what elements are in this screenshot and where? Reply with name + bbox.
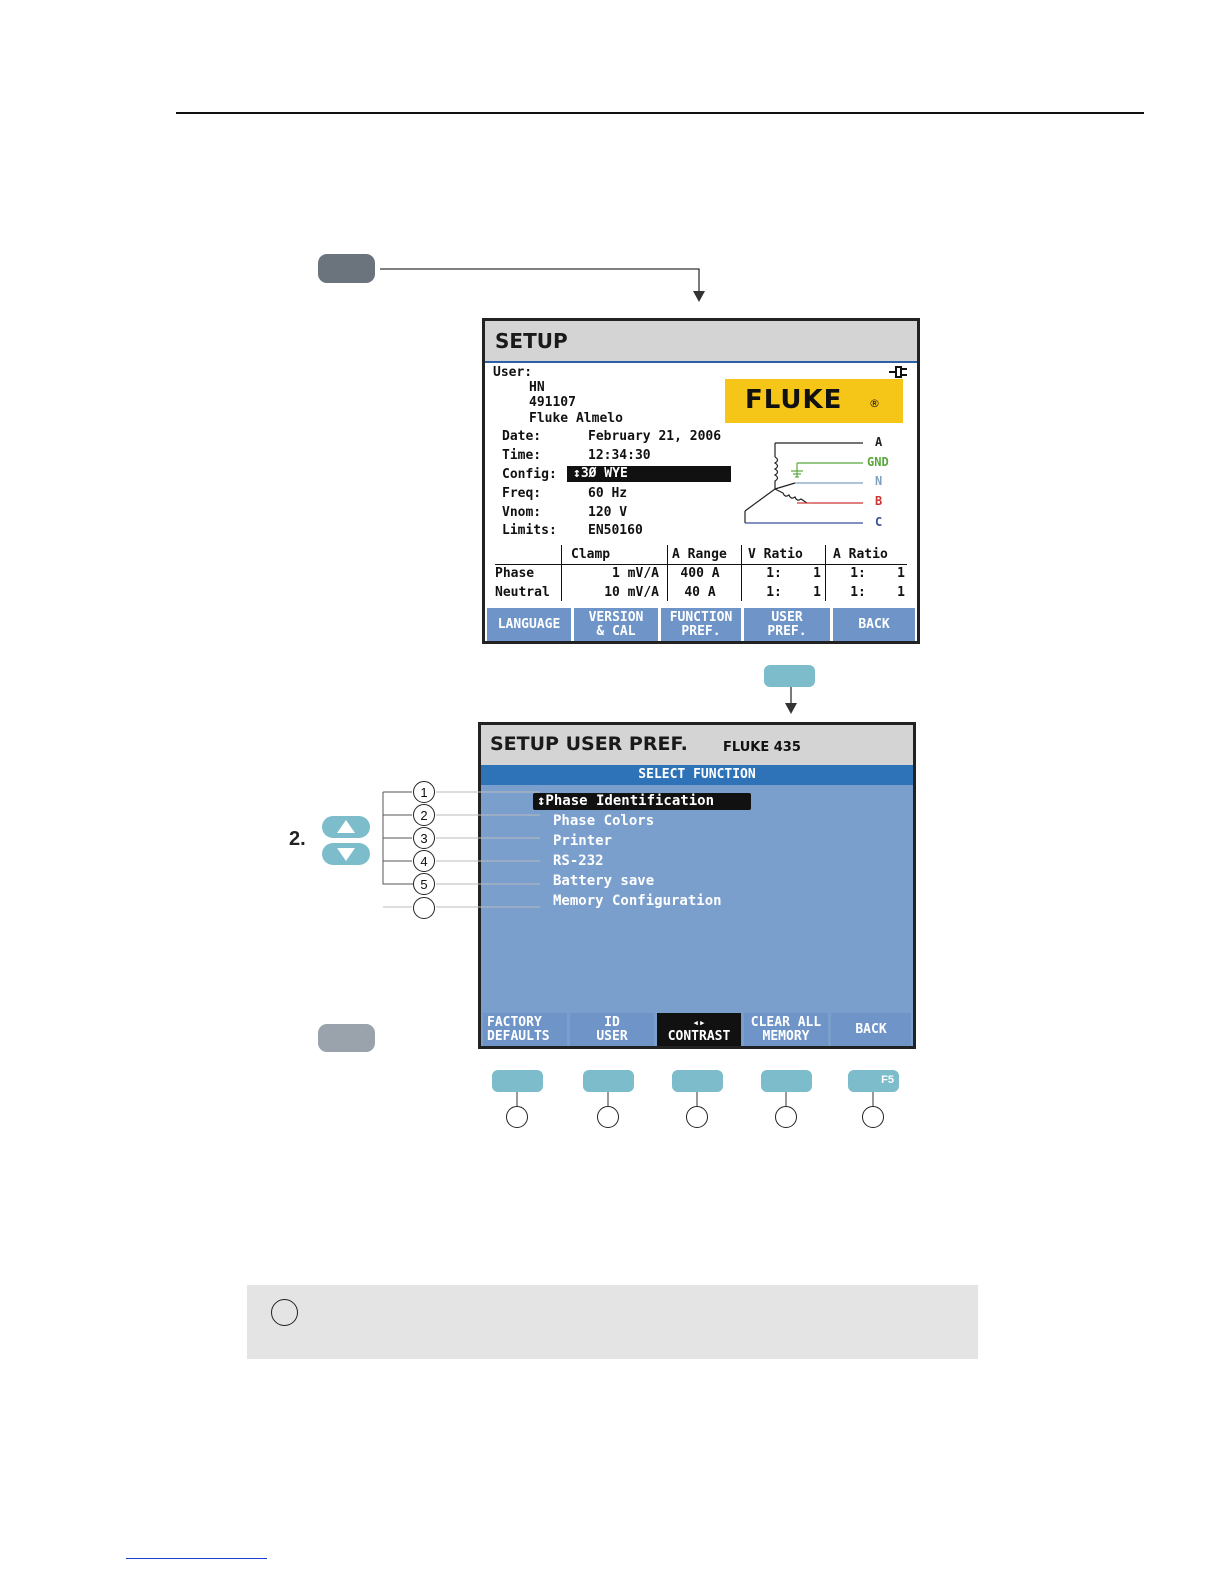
clamp-table xyxy=(495,545,907,601)
wiring-label-b: B xyxy=(875,494,883,508)
table-header-rule xyxy=(495,564,907,565)
softkey-label: MEMORY xyxy=(762,1028,810,1044)
user-label: User: xyxy=(493,365,533,380)
field-label-vnom: Vnom: xyxy=(502,505,542,520)
wye-wiring-diagram xyxy=(737,433,917,527)
registered-mark: ® xyxy=(869,397,880,410)
contrast-arrows-icon: ◂▸ xyxy=(692,1015,706,1029)
softkey-label: LANGUAGE xyxy=(497,616,561,632)
table-cell: 40 A xyxy=(684,585,716,600)
table-cell: Phase xyxy=(495,566,535,581)
softkey-label: BACK xyxy=(855,1021,887,1037)
softkey-label: PREF. xyxy=(767,623,807,639)
callout-5: 5 xyxy=(413,873,435,895)
pref-model: FLUKE 435 xyxy=(723,740,801,755)
power-plug-icon xyxy=(888,365,910,379)
menu-item-rs232[interactable]: RS-232 xyxy=(553,853,604,869)
softkey-label: CLEAR ALL xyxy=(750,1014,822,1030)
softkey-label: CONTRAST xyxy=(667,1028,731,1044)
softkey-function-pref[interactable] xyxy=(661,608,741,641)
f1-key[interactable] xyxy=(492,1070,543,1092)
softkey-back-pref[interactable] xyxy=(831,1013,911,1046)
menu-item-battery-save[interactable]: Battery save xyxy=(553,873,655,889)
pref-title-bar xyxy=(481,725,913,765)
wiring-label-c: C xyxy=(875,515,883,529)
softkey-back[interactable] xyxy=(833,608,915,641)
table-header: A Ratio xyxy=(833,547,888,562)
f2-key[interactable] xyxy=(583,1070,634,1092)
footer-link-underline[interactable] xyxy=(126,1558,267,1559)
fkey-callout xyxy=(597,1106,619,1128)
note-box xyxy=(247,1285,978,1359)
table-cell: 10 mV/A xyxy=(604,585,659,600)
softkey-contrast[interactable] xyxy=(657,1013,741,1046)
field-value-vnom: 120 V xyxy=(588,505,628,520)
softkey-label: PREF. xyxy=(681,623,721,639)
table-cell: 400 A xyxy=(680,566,720,581)
field-label-limits: Limits: xyxy=(502,523,557,538)
softkey-label: & CAL xyxy=(596,623,636,639)
softkey-user-pref[interactable] xyxy=(744,608,830,641)
table-cell: Neutral xyxy=(495,585,550,600)
user-line: HN xyxy=(529,380,545,395)
softkey-factory-defaults[interactable] xyxy=(483,1013,567,1046)
triangle-up-icon xyxy=(322,816,370,838)
setup-title: SETUP xyxy=(495,329,568,353)
field-value-freq: 60 Hz xyxy=(588,486,628,501)
user-line: 491107 xyxy=(529,395,576,410)
wiring-label-gnd: GND xyxy=(867,455,889,469)
fkey-callout xyxy=(506,1106,528,1128)
pref-title: SETUP USER PREF. xyxy=(490,733,688,755)
table-cell: 1: 1 xyxy=(850,566,905,581)
fkey-callout xyxy=(686,1106,708,1128)
field-label-date: Date: xyxy=(502,429,542,444)
menu-item-phase-colors[interactable]: Phase Colors xyxy=(553,813,655,829)
step-label: 2. xyxy=(289,828,306,850)
setup-title-bar xyxy=(485,321,917,363)
table-header: A Range xyxy=(672,547,727,562)
softkey-label: FUNCTION xyxy=(669,609,733,625)
setup-screen xyxy=(482,318,920,644)
config-selector[interactable]: ↕3Ø WYE xyxy=(567,466,731,482)
wiring-label-a: A xyxy=(875,435,883,449)
setup-hardware-button[interactable] xyxy=(318,254,375,283)
softkey-language[interactable] xyxy=(487,608,571,641)
menu-item-memory-configuration[interactable]: Memory Configuration xyxy=(553,893,722,909)
select-function-label: SELECT FUNCTION xyxy=(638,767,756,782)
softkey-label: BACK xyxy=(858,616,890,632)
callout-2: 2 xyxy=(413,804,435,826)
f4-key[interactable] xyxy=(761,1070,812,1092)
callout-3: 3 xyxy=(413,827,435,849)
callout-lines xyxy=(380,785,550,915)
field-value-time: 12:34:30 xyxy=(588,448,651,463)
user-line: Fluke Almelo xyxy=(529,411,623,426)
softkey-id-user[interactable] xyxy=(570,1013,654,1046)
field-label-config: Config: xyxy=(502,467,557,482)
field-value-date: February 21, 2006 xyxy=(588,429,722,444)
arrow-down-key[interactable] xyxy=(322,843,370,865)
softkey-clear-all-memory[interactable] xyxy=(744,1013,828,1046)
arrow-up-key[interactable] xyxy=(322,816,370,838)
fluke-logo-text: FLUKE xyxy=(745,385,843,415)
softkey-label: USER xyxy=(771,609,803,625)
f5-key[interactable]: F5 xyxy=(848,1070,899,1092)
menu-item-phase-identification[interactable]: ↕Phase Identification xyxy=(537,793,715,809)
select-function-header xyxy=(481,765,913,785)
softkey-label: FACTORY xyxy=(487,1014,542,1030)
f4-arrow-connector xyxy=(780,686,802,716)
triangle-down-icon xyxy=(322,843,370,865)
field-value-limits: EN50160 xyxy=(588,523,643,538)
field-label-freq: Freq: xyxy=(502,486,542,501)
menu-item-printer[interactable]: Printer xyxy=(553,833,613,849)
callout-4: 4 xyxy=(413,850,435,872)
table-cell: 1 mV/A xyxy=(612,566,659,581)
header-rule xyxy=(176,112,1144,114)
fluke-logo xyxy=(725,379,903,423)
fkey-callout xyxy=(862,1106,884,1128)
table-cell: 1: 1 xyxy=(850,585,905,600)
setup-arrow-connector xyxy=(375,262,715,304)
fkey-callout xyxy=(775,1106,797,1128)
field-label-time: Time: xyxy=(502,448,542,463)
table-header: Clamp xyxy=(571,547,611,562)
table-cell: 1: 1 xyxy=(766,585,821,600)
f3-key[interactable] xyxy=(672,1070,723,1092)
table-cell: 1: 1 xyxy=(766,566,821,581)
softkey-label: USER xyxy=(596,1028,628,1044)
callout-empty xyxy=(413,897,435,919)
wiring-label-n: N xyxy=(875,474,883,488)
table-header: V Ratio xyxy=(748,547,803,562)
softkey-label: DEFAULTS xyxy=(487,1028,550,1044)
note-callout xyxy=(271,1299,298,1326)
softkey-label: VERSION xyxy=(588,609,644,625)
callout-1: 1 xyxy=(413,781,435,803)
f4-hardware-key[interactable] xyxy=(764,665,815,687)
softkey-version-cal[interactable] xyxy=(574,608,658,641)
softkey-label: ID xyxy=(604,1014,620,1030)
grey-hardware-button[interactable] xyxy=(318,1024,375,1052)
